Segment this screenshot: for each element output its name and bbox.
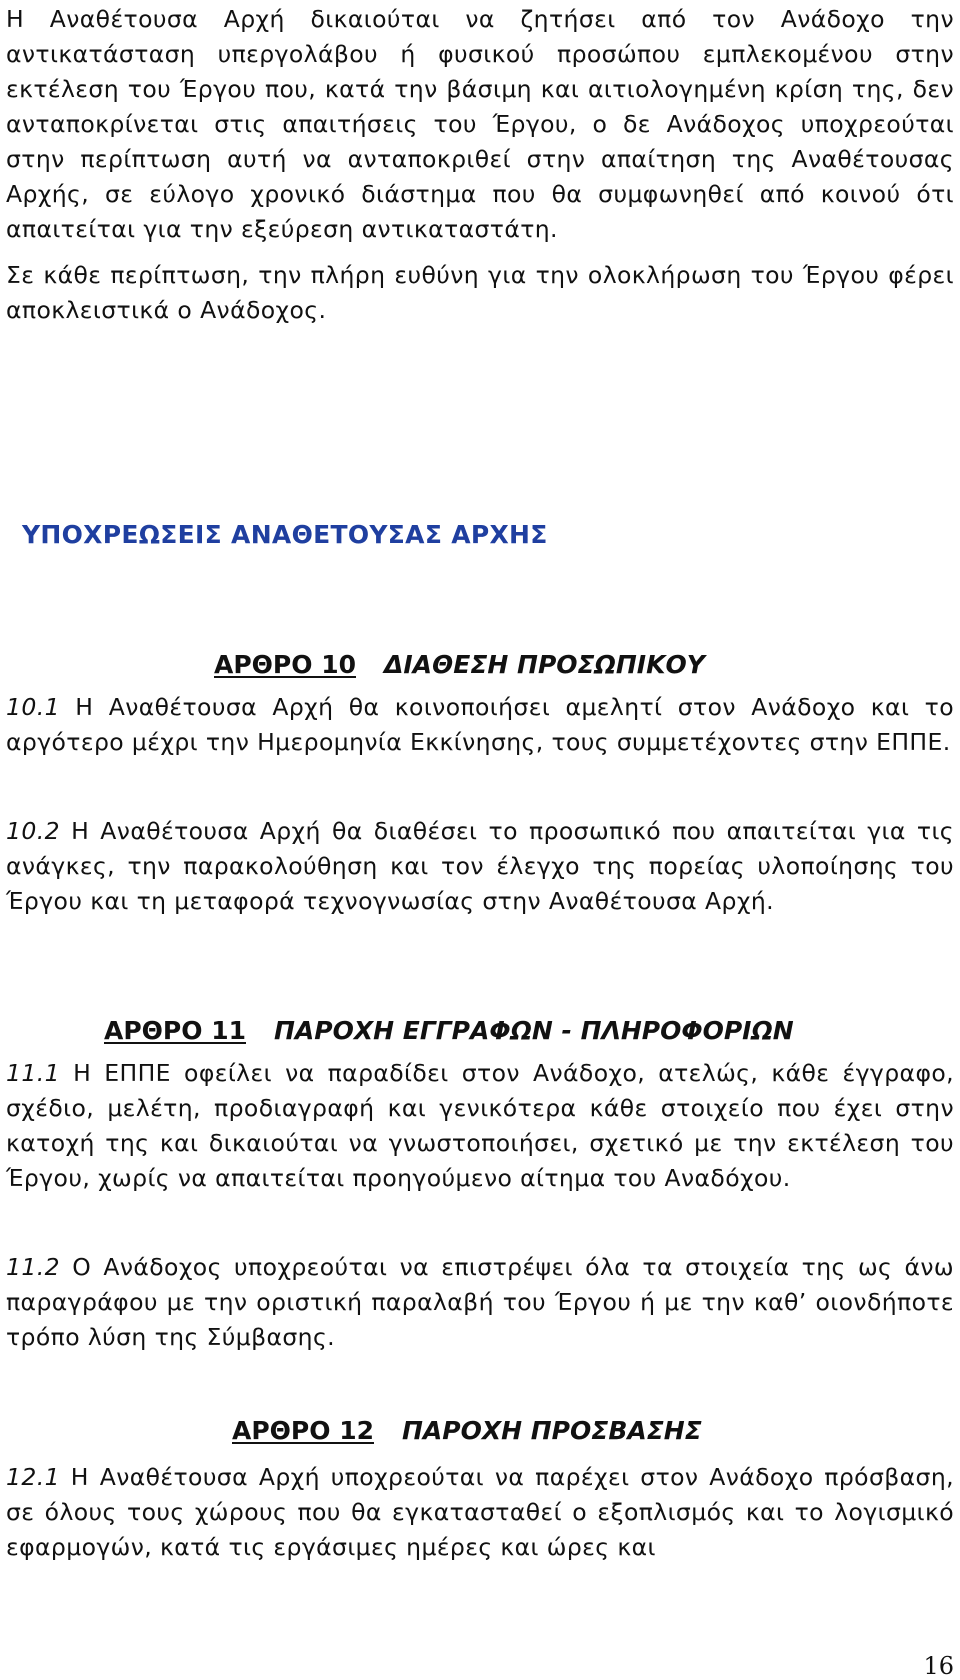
article-11-number: ΑΡΘΡΟ 11 xyxy=(104,1016,246,1045)
clause-11-1 xyxy=(6,1056,954,1196)
article-12-number: ΑΡΘΡΟ 12 xyxy=(232,1416,374,1445)
clause-number: 12.1 xyxy=(6,1463,60,1491)
clause-12-1 xyxy=(6,1460,954,1565)
clause-10-2 xyxy=(6,814,954,919)
article-11-heading xyxy=(104,1016,794,1045)
clause-text: Η Αναθέτουσα Αρχή θα κοινοποιήσει αμελητί στον Ανάδοχο και το αργότερο μέχρι την Ημερομηνία Εκκίνησης, τους συμμετέχοντες στην ΕΠΠΕ. xyxy=(6,693,954,756)
clause-text: Η Αναθέτουσα Αρχή θα διαθέσει το προσωπικό που απαιτείται για τις ανάγκες, την παρακολούθηση και τον έλεγχο της πορείας υλοποίησης του Έργου και τη μεταφορά τεχνογνωσίας στην Αναθέτουσα Αρχή. xyxy=(6,817,955,915)
article-10-title: ΔΙΑΘΕΣΗ ΠΡΟΣΩΠΙΚΟΥ xyxy=(384,650,705,679)
clause-number: 10.2 xyxy=(6,817,60,845)
article-12-title: ΠΑΡΟΧΗ ΠΡΟΣΒΑΣΗΣ xyxy=(402,1416,702,1445)
article-10-number: ΑΡΘΡΟ 10 xyxy=(214,650,356,679)
clause-number: 11.1 xyxy=(6,1059,60,1087)
article-10-heading xyxy=(214,650,705,679)
clause-11-2 xyxy=(6,1250,954,1355)
clause-number: 10.1 xyxy=(6,693,60,721)
clause-text: Η Αναθέτουσα Αρχή υποχρεούται να παρέχει στον Ανάδοχο πρόσβαση, σε όλους τους χώρους που θα εγκατασταθεί ο εξοπλισμός και το λογισμικό εφαρμογών, κατά τις εργάσιμες ημέρες και ώρες και xyxy=(6,1463,954,1561)
intro-paragraph-1: Η Αναθέτουσα Αρχή δικαιούται να ζητήσει από τον Ανάδοχο την αντικατάσταση υπεργολάβου ή φυσικού προσώπου εμπλεκομένου στην εκτέλεση του Έργου που, κατά την βάσιμη και αιτιολογημένη κρίση της, δεν ανταποκρίνεται στις απαιτήσεις του Έργου, ο δε Ανάδοχος υποχρεούται στην περίπτωση αυτή να ανταποκριθεί στην απαίτηση της Αναθέτουσας Αρχής, σε εύλογο χρονικό διάστημα που θα συμφωνηθεί από κοινού ότι απαιτείται για την εξεύρεση αντικαταστάτη. xyxy=(6,5,954,243)
intro-paragraph-2: Σε κάθε περίπτωση, την πλήρη ευθύνη για την ολοκλήρωση του Έργου φέρει αποκλειστικά ο Ανάδοχος. xyxy=(6,261,954,324)
article-12-heading xyxy=(232,1416,702,1445)
clause-10-1 xyxy=(6,690,954,760)
page-number: 16 xyxy=(923,1652,954,1680)
article-11-title: ΠΑΡΟΧΗ ΕΓΓΡΑΦΩΝ - ΠΛΗΡΟΦΟΡΙΩΝ xyxy=(274,1016,794,1045)
section-heading: ΥΠΟΧΡΕΩΣΕΙΣ ΑΝΑΘΕΤΟΥΣΑΣ ΑΡΧΗΣ xyxy=(22,520,548,549)
clause-text: Ο Ανάδοχος υποχρεούται να επιστρέψει όλα τα στοιχεία της ως άνω παραγράφου με την οριστική παραλαβή του Έργου ή με την καθ’ οιονδήποτε τρόπο λύση της Σύμβασης. xyxy=(6,1253,955,1351)
clause-number: 11.2 xyxy=(6,1253,60,1281)
clause-text: Η ΕΠΠΕ οφείλει να παραδίδει στον Ανάδοχο, ατελώς, κάθε έγγραφο, σχέδιο, μελέτη, προδιαγραφή και γενικότερα κάθε στοιχείο που έχει στην κατοχή της και δικαιούται να γνωστοποιήσει, σχετικό με την εκτέλεση του Έργου, χωρίς να απαιτείται προηγούμενο αίτημα του Αναδόχου. xyxy=(6,1059,954,1192)
